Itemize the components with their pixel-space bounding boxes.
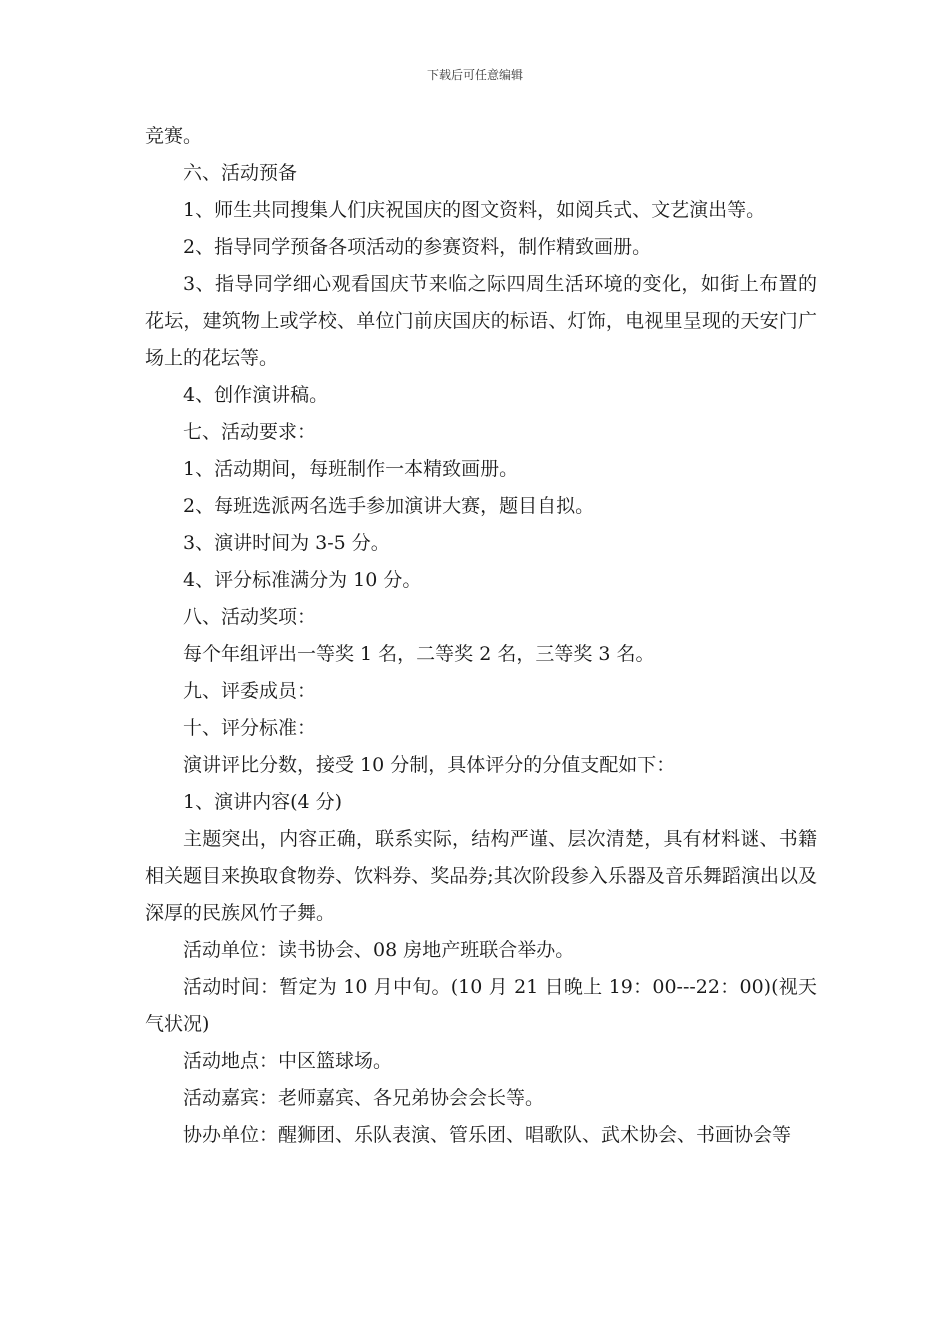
paragraph: 1、演讲内容(4 分) — [183, 791, 343, 813]
paragraph: 1、师生共同搜集人们庆祝国庆的图文资料，如阅兵式、文艺演出等。 — [183, 199, 766, 221]
paragraph: 活动嘉宾：老师嘉宾、各兄弟协会会长等。 — [183, 1087, 545, 1109]
paragraph: 演讲评比分数，接受 10 分制，具体评分的分值支配如下： — [183, 754, 676, 776]
section-heading: 八、活动奖项： — [183, 606, 317, 628]
section-heading: 七、活动要求： — [183, 421, 317, 443]
paragraph: 竞赛。 — [145, 125, 203, 147]
section-heading: 十、评分标准： — [183, 717, 317, 739]
paragraph: 3、指导同学细心观看国庆节来临之际四周生活环境的变化，如街上布置的花坛，建筑物上或学校、单位门前庆国庆的标语、灯饰，电视里呈现的天安门广场上的花坛等。 — [145, 273, 817, 369]
paragraph: 活动地点：中区篮球场。 — [183, 1050, 393, 1072]
paragraph: 4、创作演讲稿。 — [183, 384, 329, 406]
document-body — [145, 118, 817, 1154]
paragraph: 2、每班选派两名选手参加演讲大赛，题目自拟。 — [183, 495, 595, 517]
page-header: 下载后可任意编辑 — [426, 68, 523, 82]
paragraph: 活动时间：暂定为 10 月中旬。(10 月 21 日晚上 19：00---22：00)(视天气状况) — [145, 976, 817, 1035]
paragraph: 3、演讲时间为 3-5 分。 — [183, 532, 390, 554]
section-heading: 九、评委成员： — [183, 680, 317, 702]
paragraph: 活动单位：读书协会、08 房地产班联合举办。 — [183, 939, 575, 961]
paragraph: 2、指导同学预备各项活动的参赛资料，制作精致画册。 — [183, 236, 652, 258]
paragraph: 1、活动期间，每班制作一本精致画册。 — [183, 458, 519, 480]
paragraph: 协办单位：醒狮团、乐队表演、管乐团、唱歌队、武术协会、书画协会等 — [183, 1124, 792, 1146]
paragraph: 每个年组评出一等奖 1 名，二等奖 2 名，三等奖 3 名。 — [183, 643, 655, 665]
paragraph: 主题突出，内容正确，联系实际，结构严谨、层次清楚，具有材料谜、书籍相关题目来换取食物券、饮料券、奖品券;其次阶段参入乐器及音乐舞蹈演出以及深厚的民族风竹子舞。 — [145, 828, 817, 924]
paragraph: 4、评分标准满分为 10 分。 — [183, 569, 422, 591]
section-heading: 六、活动预备 — [183, 162, 298, 184]
